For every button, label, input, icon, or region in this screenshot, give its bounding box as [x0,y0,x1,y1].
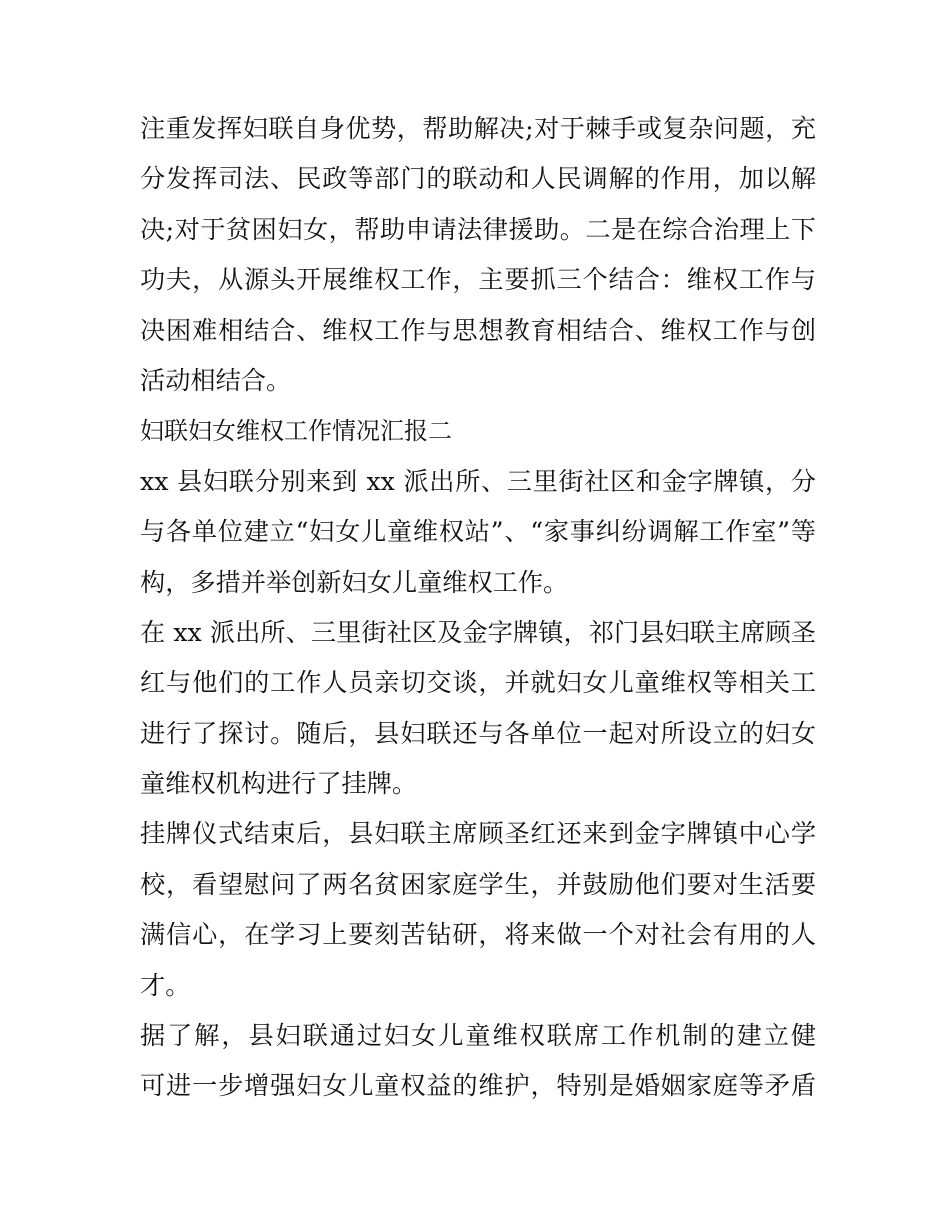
paragraph-line: 决困难相结合、维权工作与思想教育相结合、维权工作与创 [140,315,816,345]
paragraph-line: 进行了探讨。随后，县妇联还与各单位一起对所设立的妇女 [140,718,816,748]
paragraph-line: 据了解，县妇联通过妇女儿童维权联席工作机制的建立健 [140,1021,816,1051]
paragraph-line: xx 县妇联分别来到 xx 派出所、三里街社区和金字牌镇，分 [140,466,816,496]
paragraph-line: 可进一步增强妇女儿童权益的维护，特别是婚姻家庭等矛盾 [140,1071,816,1101]
paragraph-line: 分发挥司法、民政等部门的联动和人民调解的作用，加以解 [140,164,816,194]
paragraph-line: 才。 [140,970,191,1000]
section-heading: 妇联妇女维权工作情况汇报二 [140,417,452,446]
paragraph-line: 挂牌仪式结束后，县妇联主席顾圣红还来到金字牌镇中心学 [140,819,816,849]
paragraph-line: 满信心，在学习上要刻苦钻研，将来做一个对社会有用的人 [140,920,816,950]
paragraph-line: 功夫，从源头开展维权工作，主要抓三个结合：维权工作与 [140,265,816,295]
paragraph-line: 构，多措并举创新妇女儿童维权工作。 [140,567,569,597]
paragraph-line: 红与他们的工作人员亲切交谈，并就妇女儿童维权等相关工 [140,668,816,698]
paragraph-line: 活动相结合。 [140,365,292,395]
document-body [140,104,816,1112]
paragraph-line: 在 xx 派出所、三里街社区及金字牌镇，祁门县妇联主席顾圣 [140,617,816,647]
paragraph-line: 校，看望慰问了两名贫困家庭学生，并鼓励他们要对生活要 [140,869,816,899]
paragraph-line: 决;对于贫困妇女，帮助申请法律援助。二是在综合治理上下 [140,214,816,244]
paragraph-line: 注重发挥妇联自身优势，帮助解决;对于棘手或复杂问题，充 [140,114,816,143]
paragraph-line: 童维权机构进行了挂牌。 [140,769,418,799]
paragraph-line: 与各单位建立“妇女儿童维权站”、“家事纠纷调解工作室”等 [140,517,816,547]
